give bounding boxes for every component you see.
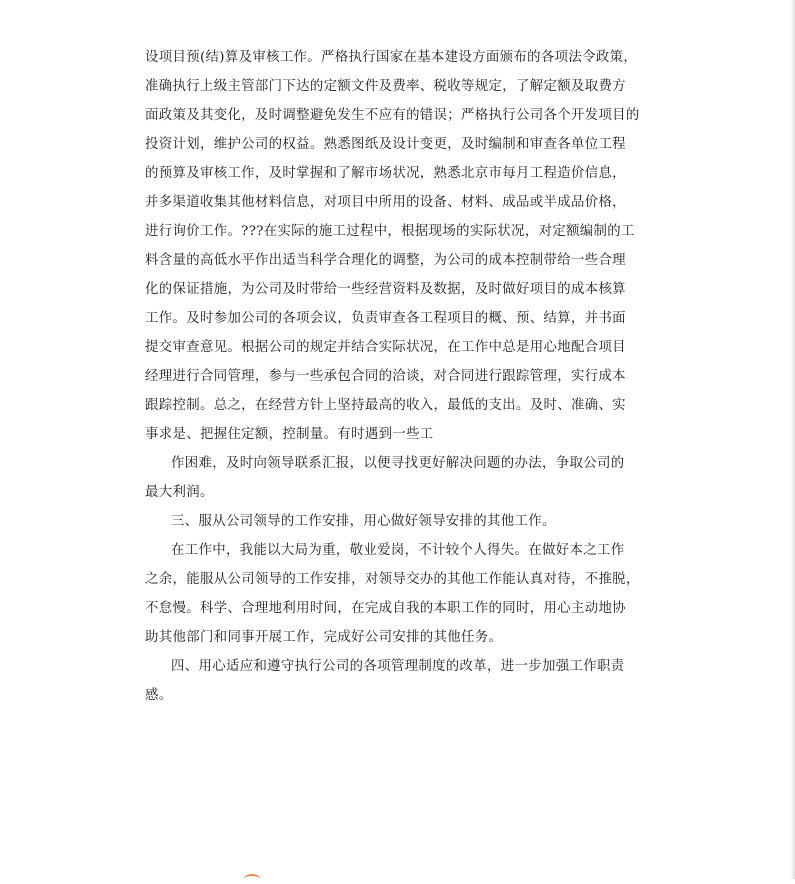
text-line: 助其他部门和同事开展工作，完成好公司安排的其他任务。	[145, 630, 503, 645]
text-line: 并多渠道收集其他材料信息，对项目中所用的设备、材料、成品或半成品价格，	[145, 195, 626, 210]
orange-mark-icon	[244, 874, 260, 884]
section-heading: 三、服从公司领导的工作安排，用心做好领导安排的其他工作。	[171, 514, 556, 529]
text-line: 化的保证措施，为公司及时带给一些经营资料及数据，及时做好项目的成本核算	[145, 282, 626, 297]
text-line: 设项目预(结)算及审核工作。严格执行国家在基本建设方面颁布的各项法令政策，	[145, 50, 638, 65]
text-line: 事求是、把握住定额，控制量。有时遇到一些工	[145, 427, 434, 442]
text-line: 不怠慢。科学、合理地利用时间，在完成自我的本职工作的同时，用心主动地协	[145, 601, 626, 616]
text-line: 提交审查意见。根据公司的规定并结合实际状况，在工作中总是用心地配合项目	[145, 340, 626, 355]
text-line: 经理进行合同管理，参与一些承包合同的洽谈，对合同进行跟踪管理，实行成本	[145, 369, 626, 384]
text-line: 准确执行上级主管部门下达的定额文件及费率、税收等规定，了解定额及取费方	[145, 79, 626, 94]
text-line: 感。	[145, 688, 173, 703]
text-line: 在工作中，我能以大局为重，敬业爱岗，不计较个人得失。在做好本之工作	[171, 543, 625, 558]
text-line: 之余，能服从公司领导的工作安排，对领导交办的其他工作能认真对待，不推脱，	[145, 572, 640, 587]
page-edge-shadow	[790, 0, 795, 879]
text-line: 料含量的高低水平作出适当科学合理化的调整，为公司的成本控制带给一些合理	[145, 253, 626, 268]
text-line: 作困难，及时向领导联系汇报，以便寻找更好解决问题的办法，争取公司的	[171, 456, 625, 471]
text-line: 最大利润。	[145, 485, 214, 500]
text-line: 的预算及审核工作，及时掌握和了解市场状况，熟悉北京市每月工程造价信息，	[145, 166, 626, 181]
section-heading: 四、用心适应和遵守执行公司的各项管理制度的改革，进一步加强工作职责	[171, 659, 625, 674]
text-line: 面政策及其变化，及时调整避免发生不应有的错误；严格执行公司各个开发项目的	[145, 108, 640, 123]
text-line: 跟踪控制。总之，在经营方针上坚持最高的收入，最低的支出。及时、准确、实	[145, 398, 626, 413]
text-line: 进行询价工作。???在实际的施工过程中，根据现场的实际状况，对定额编制的工	[145, 224, 635, 239]
text-line: 工作。及时参加公司的各项会议，负责审查各工程项目的概、预、结算，并书面	[145, 311, 626, 326]
text-line: 投资计划，维护公司的权益。熟悉图纸及设计变更，及时编制和审查各单位工程	[145, 137, 626, 152]
document-body	[145, 43, 665, 710]
